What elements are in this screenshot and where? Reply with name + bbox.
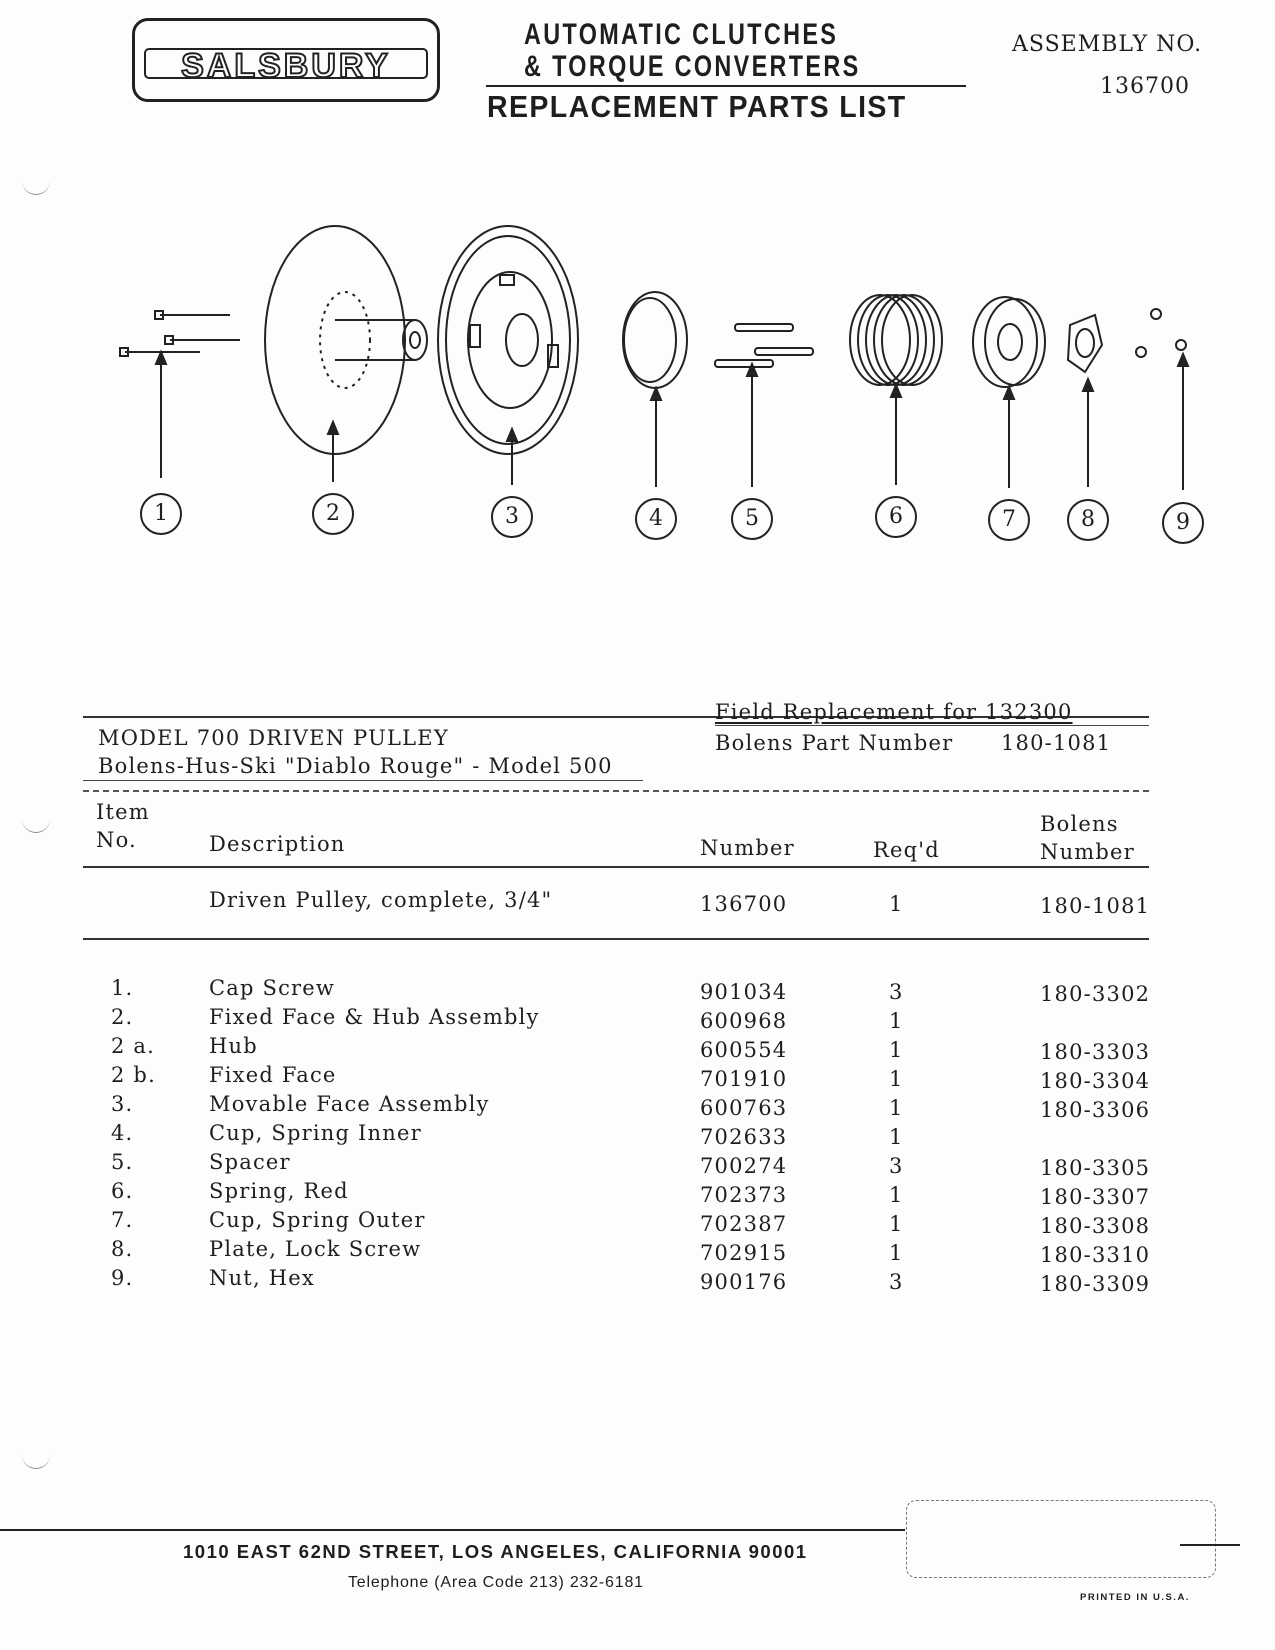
item-reqd: 1 (889, 1241, 904, 1265)
callout-1: 1 (140, 493, 182, 535)
item-number: 702915 (700, 1241, 788, 1265)
page-title: REPLACEMENT PARTS LIST (487, 89, 907, 124)
callout-3: 3 (491, 496, 533, 538)
col-description: Description (209, 832, 346, 856)
table-row (0, 1034, 1275, 1062)
field-replacement: Field Replacement for 132300 (715, 700, 1073, 724)
col-item-line2: No. (96, 828, 137, 852)
item-no: 2 b. (111, 1063, 156, 1087)
item-number: 702633 (700, 1125, 788, 1149)
item-description: Spacer (209, 1150, 291, 1174)
item-no: 7. (111, 1208, 134, 1232)
callout-8: 8 (1067, 499, 1109, 541)
table-row (0, 1237, 1275, 1265)
item-no: 1. (111, 976, 134, 1000)
lock-plate-illustration (1068, 315, 1102, 372)
complete-bolens: 180-1081 (1040, 894, 1151, 918)
item-reqd: 1 (889, 1125, 904, 1149)
item-reqd: 3 (889, 1154, 904, 1178)
section-rule (83, 790, 1149, 792)
item-bolens: 180-3310 (1040, 1243, 1151, 1267)
item-no: 9. (111, 1266, 134, 1290)
item-number: 901034 (700, 980, 788, 1004)
item-reqd: 1 (889, 1212, 904, 1236)
table-row (0, 1005, 1275, 1033)
callout-6: 6 (875, 496, 917, 538)
complete-description: Driven Pulley, complete, 3/4" (209, 888, 553, 912)
salsbury-logo (132, 18, 440, 102)
item-number: 702387 (700, 1212, 788, 1236)
item-description: Cap Screw (209, 976, 336, 1000)
table-row (0, 976, 1275, 1004)
item-reqd: 1 (889, 1096, 904, 1120)
col-bolens-line2: Number (1040, 840, 1135, 864)
model-name: MODEL 700 DRIVEN PULLEY (98, 726, 449, 750)
footer-telephone: Telephone (Area Code 213) 232-6181 (348, 1574, 644, 1591)
item-description: Fixed Face (209, 1063, 337, 1087)
item-bolens: 180-3305 (1040, 1156, 1151, 1180)
item-reqd: 1 (889, 1067, 904, 1091)
callout-5: 5 (731, 498, 773, 540)
item-bolens: 180-3303 (1040, 1040, 1151, 1064)
header-bottom-rule (83, 866, 1149, 868)
table-row (0, 1121, 1275, 1149)
table-row (0, 1150, 1275, 1178)
item-number: 702373 (700, 1183, 788, 1207)
item-bolens: 180-3307 (1040, 1185, 1151, 1209)
spring-illustration (850, 295, 942, 385)
item-bolens: 180-3304 (1040, 1069, 1151, 1093)
item-description: Plate, Lock Screw (209, 1237, 422, 1261)
table-row (0, 1179, 1275, 1207)
printed-in-usa: PRINTED IN U.S.A. (1080, 1592, 1190, 1603)
assembly-label: ASSEMBLY NO. (1012, 32, 1203, 57)
item-number: 700274 (700, 1154, 788, 1178)
bolens-part-label: Bolens Part Number (715, 731, 954, 755)
complete-number: 136700 (700, 892, 788, 916)
complete-assembly-row (0, 888, 1275, 916)
item-number: 600554 (700, 1038, 788, 1062)
item-description: Hub (209, 1034, 258, 1058)
item-no: 2 a. (111, 1034, 156, 1058)
item-no: 3. (111, 1092, 134, 1116)
item-description: Spring, Red (209, 1179, 349, 1203)
footer-address: 1010 EAST 62ND STREET, LOS ANGELES, CALIFORNIA 90001 (183, 1541, 808, 1562)
item-bolens: 180-3309 (1040, 1272, 1151, 1296)
footer-rule-right (1180, 1544, 1240, 1546)
logo-text: SALSBURY (181, 47, 391, 85)
spacer-illustration (715, 324, 813, 367)
fixed-face-hub-illustration (265, 226, 427, 454)
item-reqd: 1 (889, 1038, 904, 1062)
callout-7: 7 (988, 499, 1030, 541)
table-row (0, 1092, 1275, 1120)
item-number: 600968 (700, 1009, 788, 1033)
complete-bottom-rule (83, 938, 1149, 940)
punch-hole-mark (22, 1452, 50, 1469)
item-no: 5. (111, 1150, 134, 1174)
item-bolens: 180-3308 (1040, 1214, 1151, 1238)
item-number: 701910 (700, 1067, 788, 1091)
complete-reqd: 1 (889, 892, 904, 916)
table-row (0, 1063, 1275, 1091)
callout-2: 2 (312, 493, 354, 535)
table-row (0, 1266, 1275, 1294)
item-no: 4. (111, 1121, 134, 1145)
col-reqd: Req'd (873, 838, 940, 862)
stamp-area (906, 1500, 1216, 1578)
col-bolens-line1: Bolens (1040, 812, 1119, 836)
col-item-line1: Item (96, 800, 150, 824)
cap-screw-illustration (120, 311, 240, 356)
hex-nut-illustration (1136, 309, 1186, 357)
item-bolens: 180-3302 (1040, 982, 1151, 1006)
model-underline (83, 780, 643, 781)
model-application: Bolens-Hus-Ski "Diablo Rouge" - Model 500 (98, 754, 613, 778)
item-number: 900176 (700, 1270, 788, 1294)
item-description: Cup, Spring Outer (209, 1208, 426, 1232)
item-reqd: 3 (889, 980, 904, 1004)
bolens-part-number: 180-1081 (1001, 731, 1112, 755)
item-description: Fixed Face & Hub Assembly (209, 1005, 540, 1029)
assembly-number: 136700 (1100, 74, 1190, 99)
item-no: 6. (111, 1179, 134, 1203)
item-reqd: 1 (889, 1009, 904, 1033)
header-line-1: AUTOMATIC CLUTCHES (524, 18, 839, 51)
callout-9: 9 (1162, 502, 1204, 544)
top-rule-2 (715, 725, 1149, 726)
footer-rule (0, 1529, 905, 1531)
outer-cup-illustration (973, 297, 1045, 387)
item-description: Cup, Spring Inner (209, 1121, 422, 1145)
item-no: 2. (111, 1005, 134, 1029)
item-bolens: 180-3306 (1040, 1098, 1151, 1122)
header-line-2: & TORQUE CONVERTERS (524, 50, 861, 83)
table-row (0, 1208, 1275, 1236)
item-description: Movable Face Assembly (209, 1092, 490, 1116)
header-rule (486, 85, 966, 87)
movable-face-illustration (438, 226, 578, 454)
callout-4: 4 (635, 498, 677, 540)
item-number: 600763 (700, 1096, 788, 1120)
col-number: Number (700, 836, 795, 860)
item-reqd: 3 (889, 1270, 904, 1294)
item-reqd: 1 (889, 1183, 904, 1207)
item-description: Nut, Hex (209, 1266, 315, 1290)
inner-cup-illustration (623, 292, 687, 388)
item-no: 8. (111, 1237, 134, 1261)
punch-hole-mark (22, 816, 50, 833)
